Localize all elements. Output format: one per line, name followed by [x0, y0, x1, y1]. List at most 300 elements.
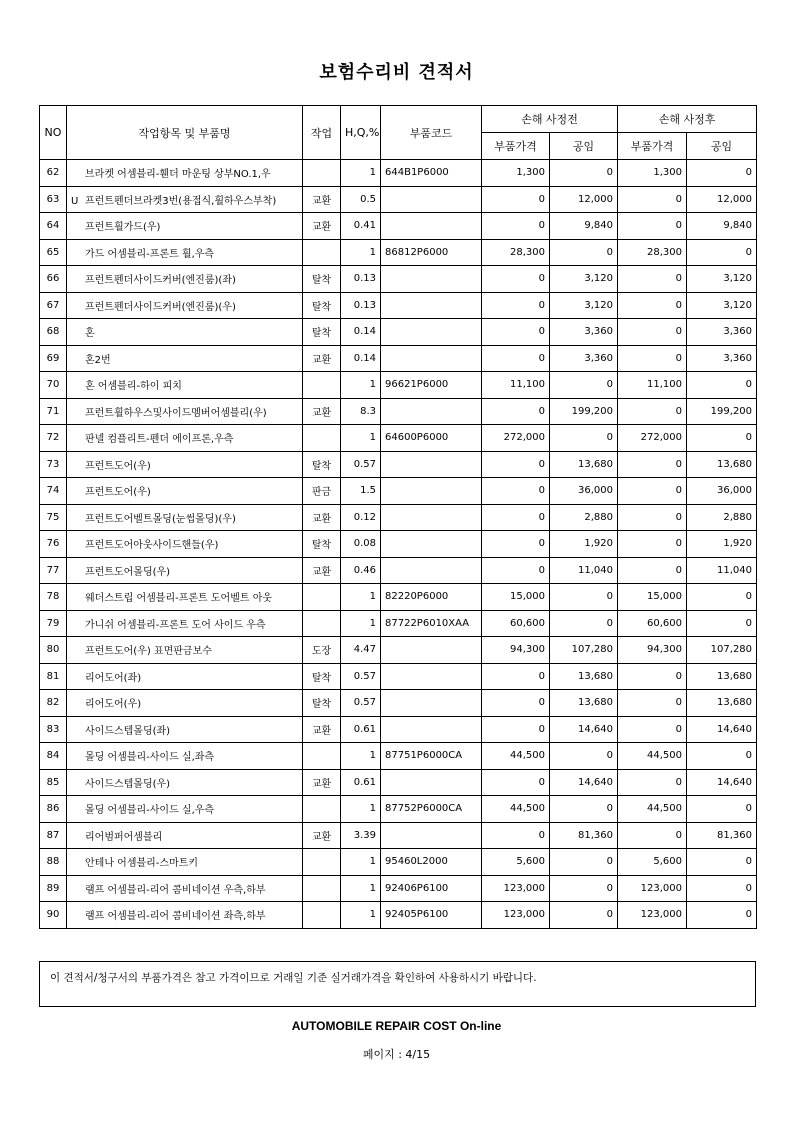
row-item-name: 램프 어셈블리-리어 콤비네이션 우측,하부: [85, 884, 266, 896]
row-after-part-price: 44,500: [618, 743, 687, 770]
row-after-part-price: 0: [618, 186, 687, 213]
row-after-labor: 0: [687, 610, 757, 637]
row-item-name: 프런트펜더브라켓3번(용접식,휠하우스부착): [85, 195, 277, 207]
row-after-labor: 3,120: [687, 266, 757, 293]
row-no: 68: [40, 319, 67, 346]
row-hq: 0.41: [341, 213, 381, 240]
table-row: [40, 266, 757, 293]
row-after-part-price: 0: [618, 451, 687, 478]
table-row: [40, 690, 757, 717]
row-before-labor: 0: [550, 425, 618, 452]
row-before-labor: 0: [550, 584, 618, 611]
row-after-labor: 36,000: [687, 478, 757, 505]
row-work-type: 교환: [303, 557, 341, 584]
row-after-part-price: 272,000: [618, 425, 687, 452]
row-item-name: 프런트도어몰딩(우): [85, 566, 171, 578]
table-body: [40, 160, 757, 929]
row-item-name: 프런트도어아웃사이드핸들(우): [85, 540, 219, 552]
document-title: 보험수리비 견적서: [319, 62, 474, 83]
row-work-type: 탈착: [303, 292, 341, 319]
row-part-code: 64600P6000: [381, 425, 482, 452]
row-hq: 1: [341, 743, 381, 770]
row-before-part-price: 0: [482, 186, 550, 213]
row-before-part-price: 0: [482, 319, 550, 346]
row-work-type: 교환: [303, 716, 341, 743]
row-before-labor: 0: [550, 372, 618, 399]
row-after-labor: 0: [687, 160, 757, 187]
row-hq: 0.12: [341, 504, 381, 531]
row-item-cell: [67, 796, 303, 823]
row-item-name: 프런트휠가드(우): [85, 222, 161, 234]
table-row: [40, 663, 757, 690]
row-before-part-price: 28,300: [482, 239, 550, 266]
row-part-code: [381, 690, 482, 717]
row-after-labor: 0: [687, 743, 757, 770]
row-no: 75: [40, 504, 67, 531]
table-row: [40, 822, 757, 849]
row-hq: 0.57: [341, 663, 381, 690]
table-row: [40, 584, 757, 611]
row-before-part-price: 0: [482, 398, 550, 425]
row-before-labor: 199,200: [550, 398, 618, 425]
row-after-part-price: 0: [618, 716, 687, 743]
row-item-name: 리어도어(우): [85, 699, 142, 711]
row-after-part-price: 0: [618, 345, 687, 372]
row-no: 74: [40, 478, 67, 505]
row-hq: 1: [341, 425, 381, 452]
row-part-code: 92406P6100: [381, 875, 482, 902]
table-row: [40, 902, 757, 929]
row-part-code: 87751P6000CA: [381, 743, 482, 770]
row-hq: 0.57: [341, 690, 381, 717]
row-part-code: [381, 557, 482, 584]
row-work-type: 판금: [303, 478, 341, 505]
row-before-labor: 13,680: [550, 690, 618, 717]
row-before-part-price: 0: [482, 690, 550, 717]
row-part-code: [381, 637, 482, 664]
row-work-type: [303, 239, 341, 266]
table-row: [40, 557, 757, 584]
row-before-part-price: 123,000: [482, 875, 550, 902]
row-hq: 1: [341, 875, 381, 902]
row-no: 73: [40, 451, 67, 478]
row-item-name: 프런트도어벨트몰딩(눈썹몰딩)(우): [85, 513, 236, 525]
row-no: 80: [40, 637, 67, 664]
row-hq: 8.3: [341, 398, 381, 425]
row-item-cell: [67, 849, 303, 876]
table-row: [40, 398, 757, 425]
row-item-cell: [67, 292, 303, 319]
row-before-part-price: 0: [482, 478, 550, 505]
row-after-labor: 107,280: [687, 637, 757, 664]
page-number: 페이지 : 4/15: [362, 1048, 431, 1061]
row-part-code: 87752P6000CA: [381, 796, 482, 823]
row-after-labor: 0: [687, 239, 757, 266]
row-after-labor: 14,640: [687, 769, 757, 796]
row-after-labor: 13,680: [687, 663, 757, 690]
row-hq: 1: [341, 796, 381, 823]
row-before-labor: 13,680: [550, 451, 618, 478]
row-after-part-price: 0: [618, 213, 687, 240]
row-part-code: [381, 266, 482, 293]
row-work-type: [303, 796, 341, 823]
row-item-name: 리어도어(좌): [85, 672, 142, 684]
row-item-cell: [67, 875, 303, 902]
row-item-name: 사이드스텝몰딩(우): [85, 778, 171, 790]
header-after-assessment: 손해 사정후: [618, 106, 757, 133]
row-before-labor: 3,360: [550, 345, 618, 372]
row-part-code: [381, 345, 482, 372]
row-work-type: 탈착: [303, 266, 341, 293]
row-after-part-price: 0: [618, 531, 687, 558]
row-no: 70: [40, 372, 67, 399]
row-item-cell: [67, 345, 303, 372]
row-after-part-price: 0: [618, 266, 687, 293]
row-before-part-price: 0: [482, 663, 550, 690]
row-after-part-price: 123,000: [618, 902, 687, 929]
row-flag: U: [71, 195, 79, 207]
row-after-part-price: 0: [618, 478, 687, 505]
row-work-type: [303, 849, 341, 876]
row-no: 69: [40, 345, 67, 372]
row-part-code: [381, 186, 482, 213]
row-no: 78: [40, 584, 67, 611]
row-no: 72: [40, 425, 67, 452]
row-work-type: [303, 875, 341, 902]
row-before-labor: 0: [550, 743, 618, 770]
row-hq: 0.5: [341, 186, 381, 213]
row-before-part-price: 0: [482, 451, 550, 478]
row-item-name: 사이드스텝몰딩(좌): [85, 725, 171, 737]
row-item-cell: [67, 425, 303, 452]
row-work-type: [303, 902, 341, 929]
row-after-labor: 9,840: [687, 213, 757, 240]
row-no: 85: [40, 769, 67, 796]
row-after-part-price: 60,600: [618, 610, 687, 637]
row-no: 87: [40, 822, 67, 849]
row-before-part-price: 11,100: [482, 372, 550, 399]
row-after-part-price: 28,300: [618, 239, 687, 266]
row-hq: 0.61: [341, 716, 381, 743]
row-hq: 0.46: [341, 557, 381, 584]
row-before-labor: 36,000: [550, 478, 618, 505]
row-after-part-price: 0: [618, 557, 687, 584]
row-work-type: [303, 584, 341, 611]
row-before-labor: 3,120: [550, 292, 618, 319]
row-item-name: 혼: [85, 328, 95, 340]
row-work-type: 교환: [303, 345, 341, 372]
row-item-name: 리어범퍼어셈블리: [85, 831, 163, 843]
row-no: 66: [40, 266, 67, 293]
row-no: 83: [40, 716, 67, 743]
row-after-labor: 0: [687, 849, 757, 876]
row-after-part-price: 0: [618, 292, 687, 319]
header-after-part-price: 부품가격: [618, 133, 687, 160]
row-before-part-price: 0: [482, 345, 550, 372]
row-before-part-price: 0: [482, 557, 550, 584]
row-work-type: [303, 160, 341, 187]
table-row: [40, 239, 757, 266]
row-before-part-price: 0: [482, 213, 550, 240]
row-work-type: 탈착: [303, 663, 341, 690]
row-part-code: [381, 478, 482, 505]
row-item-cell: [67, 557, 303, 584]
row-hq: 0.57: [341, 451, 381, 478]
row-before-part-price: 15,000: [482, 584, 550, 611]
row-hq: 1: [341, 849, 381, 876]
row-item-cell: [67, 663, 303, 690]
row-item-name: 가니쉬 어셈블리-프론트 도어 사이드 우측: [85, 619, 266, 631]
table-row: [40, 451, 757, 478]
row-after-labor: 0: [687, 796, 757, 823]
row-before-part-price: 0: [482, 769, 550, 796]
row-after-part-price: 0: [618, 398, 687, 425]
row-part-code: [381, 319, 482, 346]
row-part-code: [381, 504, 482, 531]
row-after-labor: 13,680: [687, 690, 757, 717]
row-hq: 0.61: [341, 769, 381, 796]
row-no: 90: [40, 902, 67, 929]
header-item: 작업항목 및 부품명: [67, 106, 303, 160]
row-item-cell: [67, 319, 303, 346]
row-no: 64: [40, 213, 67, 240]
row-hq: 3.39: [341, 822, 381, 849]
row-after-part-price: 15,000: [618, 584, 687, 611]
row-no: 71: [40, 398, 67, 425]
row-after-labor: 11,040: [687, 557, 757, 584]
row-before-labor: 0: [550, 160, 618, 187]
row-work-type: [303, 610, 341, 637]
table-row: [40, 425, 757, 452]
row-after-labor: 12,000: [687, 186, 757, 213]
row-before-labor: 1,920: [550, 531, 618, 558]
row-before-part-price: 272,000: [482, 425, 550, 452]
row-after-part-price: 1,300: [618, 160, 687, 187]
row-after-part-price: 0: [618, 319, 687, 346]
row-before-labor: 107,280: [550, 637, 618, 664]
row-work-type: 도장: [303, 637, 341, 664]
row-after-labor: 0: [687, 902, 757, 929]
row-part-code: [381, 716, 482, 743]
row-work-type: [303, 425, 341, 452]
row-before-labor: 2,880: [550, 504, 618, 531]
table-row: [40, 610, 757, 637]
row-before-part-price: 1,300: [482, 160, 550, 187]
table-row: [40, 292, 757, 319]
row-item-name: 몰딩 어셈블리-사이드 실,우측: [85, 805, 215, 817]
row-item-cell: [67, 902, 303, 929]
row-hq: 0.14: [341, 345, 381, 372]
row-hq: 1.5: [341, 478, 381, 505]
table-row: [40, 186, 757, 213]
row-item-cell: [67, 716, 303, 743]
row-before-part-price: 44,500: [482, 743, 550, 770]
header-no: NO: [40, 106, 67, 160]
row-item-name: 프런트도어(우): [85, 460, 151, 472]
row-no: 89: [40, 875, 67, 902]
row-after-labor: 1,920: [687, 531, 757, 558]
row-item-name: 혼 어셈블리-하이 피치: [85, 381, 182, 393]
row-no: 79: [40, 610, 67, 637]
row-item-cell: [67, 398, 303, 425]
table-row: [40, 743, 757, 770]
row-before-part-price: 0: [482, 504, 550, 531]
row-no: 63: [40, 186, 67, 213]
row-after-part-price: 0: [618, 690, 687, 717]
row-item-name: 판넬 컴플리트-펜더 에이프론,우측: [85, 434, 234, 446]
row-before-part-price: 5,600: [482, 849, 550, 876]
row-before-part-price: 94,300: [482, 637, 550, 664]
row-before-labor: 0: [550, 610, 618, 637]
table-row: [40, 637, 757, 664]
row-item-name: 램프 어셈블리-리어 콤비네이션 좌측,하부: [85, 911, 266, 923]
row-item-cell: [67, 478, 303, 505]
row-after-labor: 3,120: [687, 292, 757, 319]
header-before-assessment: 손해 사정전: [482, 106, 618, 133]
row-after-part-price: 11,100: [618, 372, 687, 399]
row-item-cell: [67, 584, 303, 611]
row-item-cell: [67, 266, 303, 293]
row-part-code: [381, 292, 482, 319]
row-item-name: 브라켓 어셈블리-휀더 마운팅 상부NO.1,우: [85, 169, 271, 181]
row-work-type: 교환: [303, 769, 341, 796]
row-after-part-price: 44,500: [618, 796, 687, 823]
row-work-type: 탈착: [303, 451, 341, 478]
row-before-labor: 11,040: [550, 557, 618, 584]
row-work-type: 탈착: [303, 690, 341, 717]
table-row: [40, 875, 757, 902]
row-no: 65: [40, 239, 67, 266]
row-no: 76: [40, 531, 67, 558]
estimate-table: [39, 105, 757, 929]
row-before-part-price: 123,000: [482, 902, 550, 929]
row-work-type: 교환: [303, 186, 341, 213]
row-item-cell: [67, 531, 303, 558]
table-row: [40, 796, 757, 823]
row-work-type: 교환: [303, 504, 341, 531]
header-part-code: 부품코드: [381, 106, 482, 160]
row-part-code: 92405P6100: [381, 902, 482, 929]
row-item-cell: [67, 637, 303, 664]
table-row: [40, 213, 757, 240]
row-hq: 4.47: [341, 637, 381, 664]
row-no: 88: [40, 849, 67, 876]
row-after-labor: 3,360: [687, 319, 757, 346]
table-row: [40, 478, 757, 505]
row-item-cell: [67, 451, 303, 478]
row-before-labor: 3,120: [550, 266, 618, 293]
row-no: 81: [40, 663, 67, 690]
row-before-labor: 0: [550, 875, 618, 902]
footer-brand: AUTOMOBILE REPAIR COST On-line: [291, 1019, 502, 1033]
row-before-labor: 13,680: [550, 663, 618, 690]
row-part-code: [381, 769, 482, 796]
row-after-labor: 0: [687, 372, 757, 399]
header-after-labor: 공임: [687, 133, 757, 160]
row-after-labor: 0: [687, 425, 757, 452]
row-after-labor: 3,360: [687, 345, 757, 372]
row-work-type: [303, 743, 341, 770]
table-row: [40, 319, 757, 346]
table-row: [40, 531, 757, 558]
row-before-part-price: 0: [482, 822, 550, 849]
row-item-cell: [67, 743, 303, 770]
row-item-name: 프런트도어(우): [85, 487, 151, 499]
row-hq: 1: [341, 584, 381, 611]
row-part-code: [381, 451, 482, 478]
row-no: 62: [40, 160, 67, 187]
row-before-labor: 14,640: [550, 716, 618, 743]
row-work-type: 교환: [303, 398, 341, 425]
row-after-part-price: 5,600: [618, 849, 687, 876]
row-after-labor: 0: [687, 875, 757, 902]
table-row: [40, 372, 757, 399]
row-item-name: 혼2번: [85, 354, 111, 366]
row-after-part-price: 123,000: [618, 875, 687, 902]
row-item-name: 안테나 어셈블리-스마트키: [85, 858, 199, 870]
row-after-labor: 81,360: [687, 822, 757, 849]
row-before-labor: 3,360: [550, 319, 618, 346]
row-after-part-price: 0: [618, 504, 687, 531]
row-part-code: [381, 398, 482, 425]
row-after-part-price: 0: [618, 663, 687, 690]
row-work-type: 탈착: [303, 319, 341, 346]
row-part-code: [381, 822, 482, 849]
row-hq: 0.13: [341, 266, 381, 293]
row-item-name: 프런트휠하우스및사이드멤버어셈블리(우): [85, 407, 267, 419]
table-row: [40, 849, 757, 876]
row-before-part-price: 44,500: [482, 796, 550, 823]
row-before-labor: 9,840: [550, 213, 618, 240]
row-work-type: 교환: [303, 213, 341, 240]
row-hq: 0.13: [341, 292, 381, 319]
row-item-cell: [67, 822, 303, 849]
row-after-part-price: 94,300: [618, 637, 687, 664]
row-item-name: 웨더스트립 어셈블리-프론트 도어벨트 아웃: [85, 593, 273, 605]
row-part-code: 95460L2000: [381, 849, 482, 876]
row-before-labor: 0: [550, 902, 618, 929]
row-item-name: 프런트펜더사이드커버(엔진룸)(좌): [85, 275, 236, 287]
row-item-name: 가드 어셈블리-프론트 휠,우측: [85, 248, 215, 260]
row-after-labor: 2,880: [687, 504, 757, 531]
row-item-name: 프런트도어(우) 표면판금보수: [85, 646, 212, 658]
row-hq: 0.14: [341, 319, 381, 346]
row-before-labor: 14,640: [550, 769, 618, 796]
row-hq: 1: [341, 160, 381, 187]
price-notice: 이 견적서/청구서의 부품가격은 참고 가격이므로 거래일 기준 실거래가격을 확인하여 사용하시기 바랍니다.: [39, 961, 756, 1007]
row-item-cell: [67, 160, 303, 187]
row-part-code: [381, 531, 482, 558]
row-part-code: 86812P6000: [381, 239, 482, 266]
row-work-type: [303, 372, 341, 399]
row-item-cell: [67, 504, 303, 531]
table-row: [40, 345, 757, 372]
row-hq: 0.08: [341, 531, 381, 558]
row-item-cell: [67, 690, 303, 717]
header-work: 작업: [303, 106, 341, 160]
header-before-part-price: 부품가격: [482, 133, 550, 160]
row-item-cell: [67, 372, 303, 399]
row-before-labor: 0: [550, 239, 618, 266]
header-before-labor: 공임: [550, 133, 618, 160]
row-item-cell: [67, 213, 303, 240]
row-item-name: 몰딩 어셈블리-사이드 실,좌측: [85, 752, 215, 764]
table-row: [40, 504, 757, 531]
row-part-code: 87722P6010XAA: [381, 610, 482, 637]
row-no: 67: [40, 292, 67, 319]
row-item-cell: [67, 610, 303, 637]
row-before-part-price: 0: [482, 266, 550, 293]
